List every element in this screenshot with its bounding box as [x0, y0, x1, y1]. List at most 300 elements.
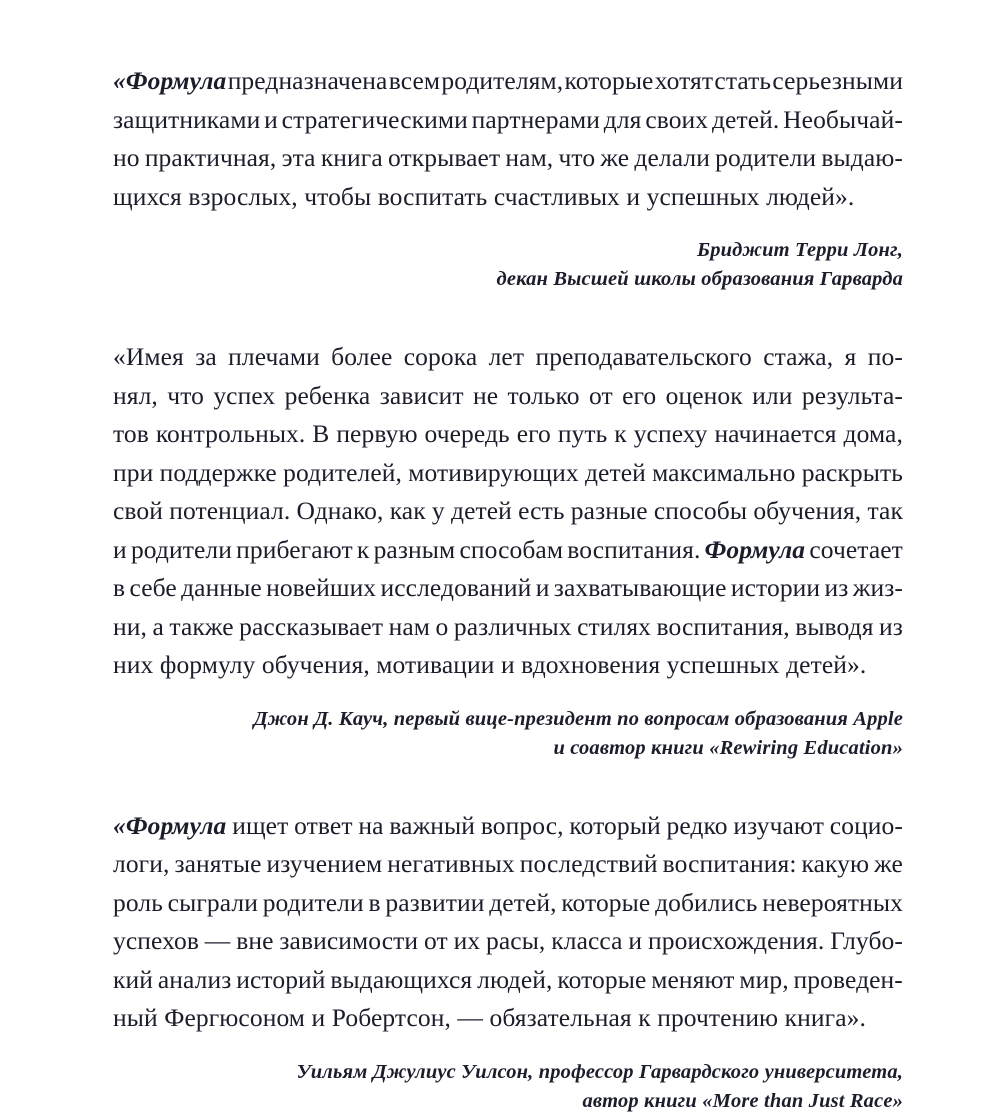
word	[585, 454, 646, 493]
text-run: так	[867, 496, 903, 525]
word	[113, 338, 184, 377]
text-run: раскрыть	[801, 457, 903, 487]
text-run: себе	[129, 573, 177, 602]
endorsement-block-2	[113, 338, 903, 763]
word	[330, 961, 472, 1000]
word	[169, 608, 233, 647]
word	[294, 807, 352, 846]
text-run: родителям,	[441, 66, 564, 95]
word	[651, 961, 734, 1000]
text-run: нам	[388, 611, 430, 641]
text-run: различных	[453, 611, 572, 641]
word	[113, 845, 169, 884]
text-run: детей	[451, 496, 512, 525]
text-run: начинается	[714, 419, 837, 448]
text-run: стажа,	[763, 342, 834, 371]
word	[622, 377, 656, 416]
block-spacer-2	[113, 763, 903, 807]
word	[655, 62, 713, 101]
word	[731, 569, 820, 608]
text-run: какую	[801, 849, 870, 878]
text-run: но	[113, 143, 140, 172]
emphasized-title: Формула	[704, 534, 806, 564]
word	[508, 377, 580, 416]
emphasized-title: «Формула	[113, 66, 227, 95]
word	[520, 845, 658, 884]
word	[628, 922, 642, 961]
word	[551, 922, 622, 961]
text-run: сочетает	[809, 534, 903, 564]
text-run: мотивирующих	[408, 457, 579, 487]
word	[604, 101, 642, 140]
word	[802, 377, 903, 416]
quote-line	[113, 101, 903, 140]
word	[712, 101, 779, 140]
text-run: на	[358, 810, 384, 840]
quote-text-2	[113, 338, 903, 685]
text-run: вне	[236, 926, 274, 955]
word	[663, 845, 797, 884]
word	[213, 377, 275, 416]
word	[874, 845, 903, 884]
attribution-line: и соавтор книги «Rewiring Education»	[553, 736, 903, 759]
word	[228, 62, 388, 101]
text-run: как	[389, 496, 426, 525]
word	[389, 608, 430, 647]
text-run: прибегают	[236, 534, 353, 564]
text-run: нял,	[113, 380, 158, 410]
endorsement-block-3	[113, 807, 903, 1116]
word	[577, 608, 651, 647]
text-run: всем	[388, 66, 441, 95]
word	[657, 608, 790, 647]
block-spacer-1	[113, 294, 903, 338]
word	[160, 454, 277, 493]
word	[357, 531, 370, 570]
text-run: зависимости	[279, 926, 419, 955]
text-run: его	[622, 380, 657, 410]
quote-line	[113, 377, 903, 416]
word	[655, 884, 757, 923]
word	[486, 922, 545, 961]
text-run: которые	[564, 66, 654, 95]
word	[424, 922, 448, 961]
word	[567, 531, 700, 570]
text-run: и	[113, 534, 127, 564]
word	[569, 807, 660, 846]
word	[381, 569, 532, 608]
text-run: вопрос,	[480, 810, 564, 840]
text-run: изучением	[266, 849, 383, 878]
word	[733, 807, 824, 846]
text-run: Необычай-	[783, 104, 903, 134]
word	[282, 101, 468, 140]
text-run: эта	[281, 143, 316, 172]
word	[385, 884, 484, 923]
word	[167, 377, 204, 416]
text-run: обучения,	[753, 496, 862, 525]
word	[266, 569, 376, 608]
word	[763, 338, 833, 377]
word	[282, 139, 316, 178]
text-run: также	[169, 611, 234, 641]
text-run: важный	[389, 810, 476, 840]
word	[113, 922, 199, 961]
text-run: роль	[113, 887, 163, 917]
word	[451, 492, 512, 531]
text-run: к	[614, 419, 627, 448]
word	[263, 884, 364, 923]
text-run: воспитания.	[567, 534, 701, 564]
word	[113, 62, 226, 101]
word	[794, 961, 903, 1000]
word	[559, 139, 596, 178]
text-run: практичная,	[144, 143, 277, 172]
word	[368, 884, 380, 923]
text-run: происхождения.	[647, 926, 825, 955]
text-run: занятые	[174, 849, 262, 878]
text-run: рассказывает	[239, 611, 384, 641]
word	[802, 845, 870, 884]
text-run: мир,	[739, 964, 789, 994]
quote-line	[113, 961, 903, 1000]
word	[535, 338, 751, 377]
text-run: своих	[645, 104, 709, 134]
word	[634, 139, 710, 178]
word	[432, 492, 445, 531]
word	[236, 922, 273, 961]
text-run: я	[844, 342, 857, 371]
text-run: выдаю-	[821, 143, 903, 172]
word	[404, 338, 478, 377]
word	[477, 961, 552, 1000]
word	[228, 338, 320, 377]
text-run: невероятных	[762, 887, 903, 917]
word	[113, 139, 140, 178]
text-run: от	[423, 926, 448, 955]
word	[557, 961, 646, 1000]
text-run: редко	[666, 810, 728, 840]
text-run: новейших	[266, 573, 377, 602]
word	[705, 531, 806, 570]
word	[321, 139, 383, 178]
word	[374, 531, 456, 570]
word	[236, 961, 325, 1000]
word	[113, 961, 153, 1000]
text-run: максимально	[652, 457, 796, 487]
text-run: которые	[557, 964, 647, 994]
word	[666, 377, 743, 416]
word	[232, 807, 288, 846]
text-run: а	[152, 611, 164, 641]
word	[113, 377, 158, 416]
text-run: от	[588, 380, 613, 410]
word	[783, 101, 903, 140]
text-run: для	[603, 104, 642, 134]
text-run: поддержке	[159, 457, 277, 487]
word	[181, 569, 262, 608]
text-run: ответ	[294, 810, 353, 840]
word	[331, 338, 392, 377]
text-run: преподавательского	[535, 342, 752, 371]
attribution-3	[113, 1058, 903, 1116]
text-run: защитниками	[113, 104, 261, 134]
quote-line	[113, 807, 903, 846]
word	[387, 845, 514, 884]
text-run: родителей,	[283, 457, 403, 487]
word	[561, 884, 650, 923]
attribution-line: декан Высшей школы образования Гарварда	[496, 268, 903, 290]
word	[390, 492, 426, 531]
text-run: их	[453, 926, 481, 955]
text-run: тов	[113, 419, 149, 448]
text-run: что	[167, 380, 204, 410]
text-run: лет	[488, 342, 525, 371]
text-run: партнерами	[471, 104, 600, 134]
text-run: меняют	[651, 964, 735, 994]
text-run: которые	[561, 887, 651, 917]
text-run: истории	[730, 573, 821, 602]
word	[571, 492, 648, 531]
text-run: нам,	[505, 143, 554, 172]
word	[388, 139, 500, 178]
text-run: который	[569, 810, 661, 840]
text-run: логи,	[113, 849, 170, 878]
word	[739, 961, 788, 1000]
word	[279, 922, 418, 961]
word	[195, 338, 217, 377]
text-run: зависит	[379, 380, 464, 410]
text-run: проведен-	[793, 964, 903, 994]
word	[753, 492, 861, 531]
text-run: разным	[373, 534, 456, 564]
word	[518, 492, 564, 531]
word	[830, 922, 903, 961]
word	[600, 139, 629, 178]
text-run: родители	[262, 887, 364, 917]
word	[489, 884, 556, 923]
word	[517, 415, 551, 454]
word	[236, 531, 353, 570]
word	[802, 454, 903, 493]
word	[714, 415, 836, 454]
text-run: что	[558, 143, 596, 172]
quote-line	[113, 569, 903, 608]
word	[156, 415, 306, 454]
text-run: не	[473, 380, 499, 410]
text-run: оценок	[665, 380, 743, 410]
text-run: книга	[320, 143, 383, 172]
text-run: способы	[653, 496, 748, 525]
word	[380, 377, 464, 416]
text-run: или	[752, 380, 793, 410]
text-run: историй	[236, 964, 326, 994]
quote-line	[113, 646, 903, 685]
word	[752, 377, 792, 416]
text-run: анализ	[157, 964, 232, 994]
text-run: при	[113, 457, 154, 487]
text-run: стратегическими	[281, 104, 468, 134]
word	[297, 492, 384, 531]
word	[459, 531, 563, 570]
text-run: первую	[336, 419, 418, 448]
text-run: класса	[551, 926, 623, 955]
text-run: изучают	[733, 810, 824, 840]
quote-line	[113, 608, 903, 647]
word	[472, 101, 600, 140]
word	[113, 569, 125, 608]
text-run: Глубо-	[830, 926, 903, 955]
word	[336, 415, 417, 454]
text-run: исследований	[380, 573, 532, 602]
text-run: плечами	[228, 342, 320, 371]
quote-line	[113, 338, 903, 377]
text-run: стать	[714, 66, 772, 95]
quote-line	[113, 922, 903, 961]
quote-line	[113, 492, 903, 531]
word	[441, 62, 563, 101]
quote-line	[113, 884, 903, 923]
text-run: открывает	[387, 143, 501, 172]
text-run: же	[874, 849, 903, 878]
text-run: жиз-	[852, 573, 903, 602]
text-run: ищет	[232, 810, 289, 840]
word	[652, 454, 795, 493]
endorsement-block-1	[113, 62, 903, 294]
word	[389, 807, 475, 846]
emphasized-title: «Формула	[113, 810, 227, 840]
quote-line	[113, 845, 903, 884]
word	[879, 608, 903, 647]
word	[267, 845, 383, 884]
word	[152, 608, 163, 647]
text-run: же	[600, 143, 630, 172]
text-run: и	[628, 926, 643, 955]
word	[389, 62, 440, 101]
word	[654, 492, 747, 531]
text-run: детей.	[711, 104, 780, 134]
text-run: разные	[570, 496, 648, 525]
text-run: более	[331, 342, 393, 371]
text-run: воспитания:	[662, 849, 797, 878]
text-run: из	[879, 611, 903, 641]
word	[129, 569, 176, 608]
text-run: стилях	[577, 611, 652, 641]
word	[824, 569, 848, 608]
text-run: у	[431, 496, 445, 525]
text-run: социо-	[829, 810, 903, 840]
text-run: контрольных.	[155, 419, 306, 448]
text-run: —	[204, 926, 231, 955]
word	[795, 608, 873, 647]
word	[425, 415, 510, 454]
text-run: ный Фергюсоном и Робертсон, — обязательная к прочтению книга».	[113, 1003, 866, 1032]
text-run: родители	[130, 534, 232, 564]
word	[667, 807, 728, 846]
text-run: хотят	[654, 66, 714, 95]
word	[264, 101, 278, 140]
text-run: детей	[584, 457, 646, 487]
word	[868, 338, 903, 377]
word	[454, 922, 481, 961]
text-run: делали	[634, 143, 710, 172]
text-run: сыграли	[167, 887, 258, 917]
word	[113, 884, 163, 923]
word	[645, 101, 708, 140]
text-run: дома,	[843, 419, 903, 448]
word	[809, 531, 903, 570]
text-run: его	[516, 419, 551, 448]
text-run: выдающихся	[330, 964, 473, 994]
word	[113, 608, 147, 647]
text-run: ребенка	[284, 380, 371, 410]
word	[473, 377, 498, 416]
text-run: серьезными	[772, 66, 903, 95]
word	[285, 377, 371, 416]
text-run: негативных	[387, 849, 515, 878]
text-run: добились	[655, 887, 758, 917]
quote-text-1	[113, 62, 903, 216]
word	[158, 961, 232, 1000]
word	[489, 338, 525, 377]
text-run: последствий	[519, 849, 658, 878]
text-run: детей,	[489, 887, 557, 917]
word	[867, 492, 902, 531]
word	[554, 569, 727, 608]
word	[536, 569, 550, 608]
text-run: выводя	[795, 611, 874, 641]
word	[830, 807, 903, 846]
text-run: сорока	[403, 342, 478, 371]
text-run: родители	[715, 143, 817, 172]
attribution-line: Джон Д. Кауч, первый вице-президент по вопросам образования Apple	[253, 707, 903, 730]
quote-line	[113, 415, 903, 454]
word	[772, 62, 903, 101]
word	[408, 454, 578, 493]
text-run: Однако,	[296, 496, 384, 525]
text-run: предназначена	[227, 66, 388, 95]
word	[558, 415, 608, 454]
word	[283, 454, 402, 493]
word	[589, 377, 613, 416]
word	[113, 415, 149, 454]
text-run: о	[435, 611, 449, 641]
text-run: них формулу обучения, мотивации и вдохновения успешных детей».	[113, 650, 867, 679]
text-run: свой	[113, 496, 163, 525]
text-run: и	[535, 573, 550, 602]
text-run: только	[507, 380, 580, 410]
text-run: к	[356, 534, 370, 564]
page-content	[113, 62, 903, 1116]
word	[845, 338, 857, 377]
text-run: расы,	[486, 926, 546, 955]
word	[435, 608, 448, 647]
attribution-line: Бриджит Терри Лонг,	[697, 239, 903, 261]
text-run: успеху	[633, 419, 708, 448]
word	[113, 454, 153, 493]
word	[762, 884, 903, 923]
text-run: результа-	[801, 380, 903, 410]
attribution-2	[113, 705, 903, 763]
text-run: «Имея	[113, 342, 184, 371]
word	[358, 807, 383, 846]
word	[113, 492, 163, 531]
text-run: по-	[867, 342, 903, 371]
word	[312, 415, 329, 454]
text-run: захватывающие	[553, 573, 727, 602]
word	[481, 807, 564, 846]
text-run: кий	[113, 964, 153, 994]
